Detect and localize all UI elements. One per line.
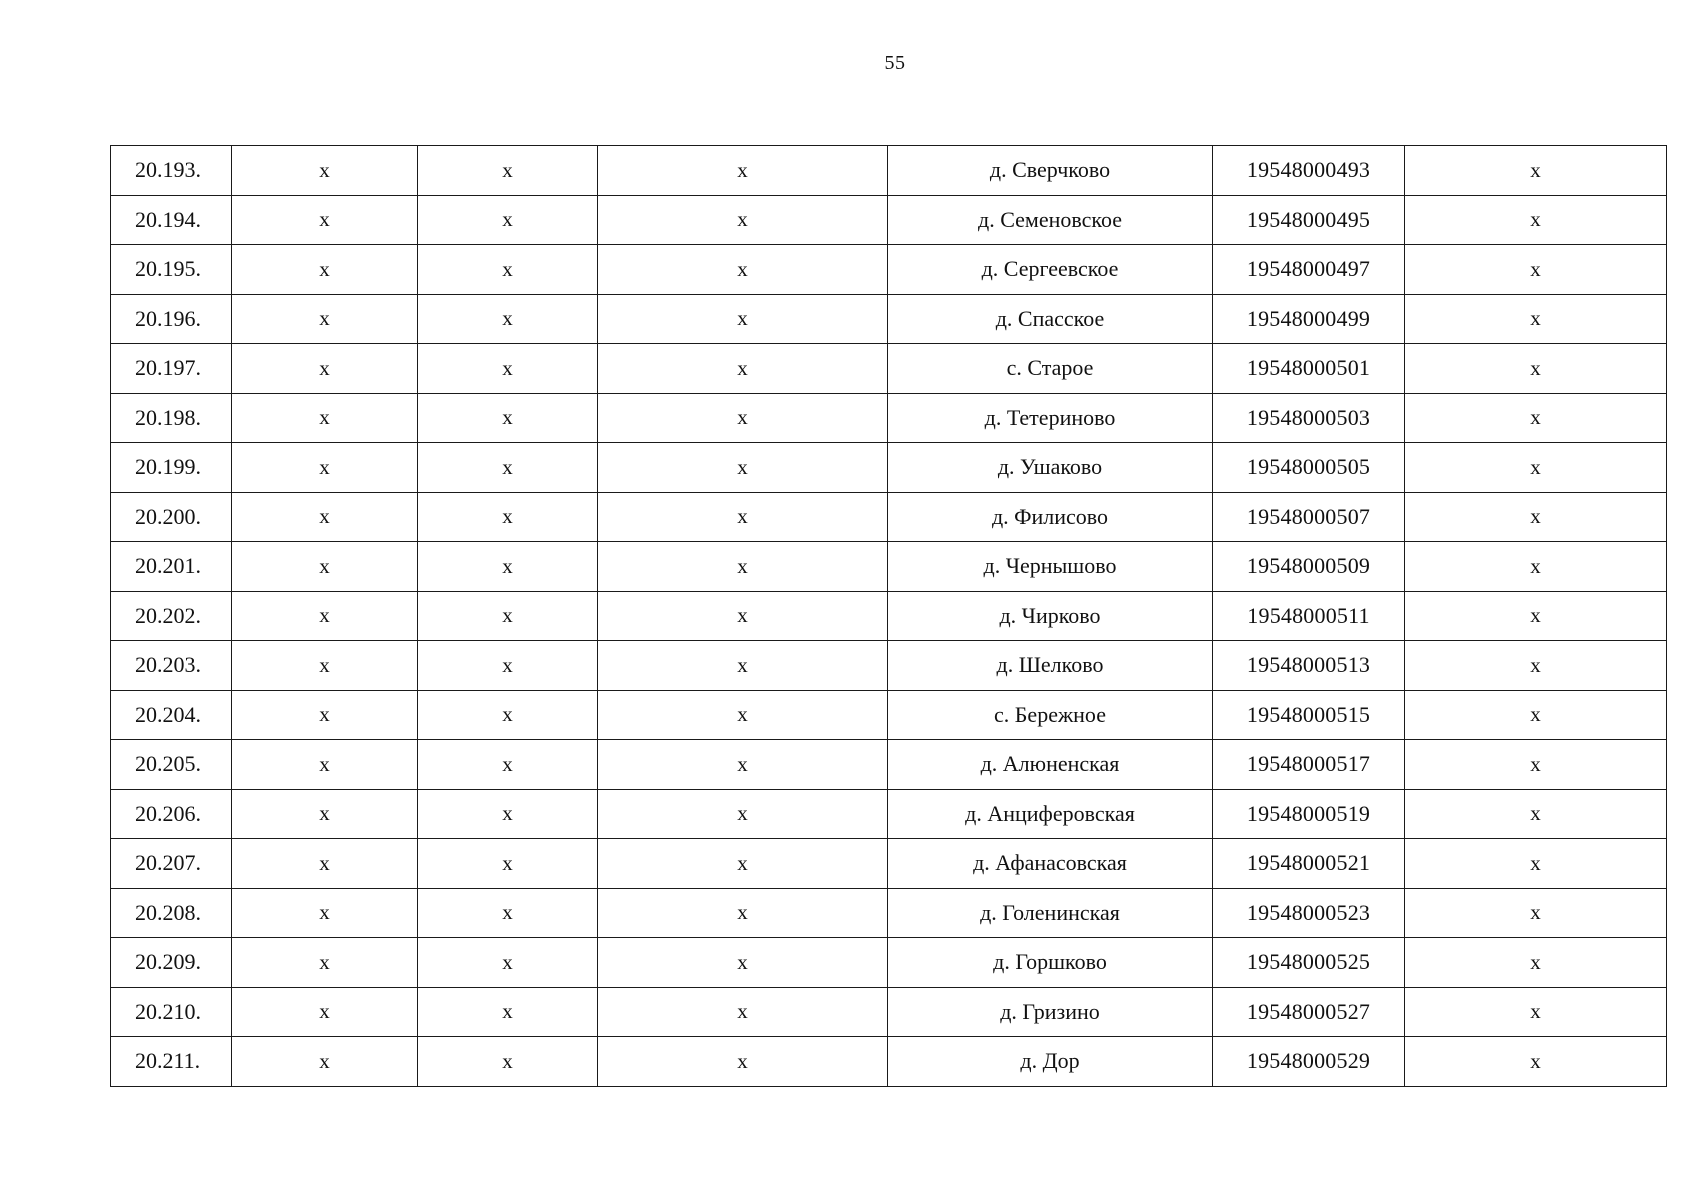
placeholder-cell: x [1405, 1037, 1667, 1087]
placeholder-cell: x [598, 245, 888, 295]
placeholder-cell: x [1405, 146, 1667, 196]
placeholder-cell: x [232, 690, 418, 740]
table-row [111, 195, 1667, 245]
settlement-name-cell: д. Дор [888, 1037, 1213, 1087]
placeholder-cell: x [418, 393, 598, 443]
placeholder-cell: x [232, 443, 418, 493]
placeholder-cell: x [418, 1037, 598, 1087]
placeholder-cell: x [598, 641, 888, 691]
placeholder-cell: x [232, 641, 418, 691]
row-number-cell: 20.208. [111, 888, 232, 938]
row-number-cell: 20.194. [111, 195, 232, 245]
settlement-name-cell: с. Старое [888, 344, 1213, 394]
row-number-cell: 20.204. [111, 690, 232, 740]
placeholder-cell: x [598, 443, 888, 493]
placeholder-cell: x [598, 987, 888, 1037]
placeholder-cell: x [598, 740, 888, 790]
placeholder-cell: x [232, 789, 418, 839]
settlement-name-cell: д. Шелково [888, 641, 1213, 691]
placeholder-cell: x [418, 789, 598, 839]
placeholder-cell: x [1405, 542, 1667, 592]
table-row [111, 393, 1667, 443]
placeholder-cell: x [1405, 740, 1667, 790]
row-number-cell: 20.202. [111, 591, 232, 641]
row-number-cell: 20.195. [111, 245, 232, 295]
row-number-cell: 20.203. [111, 641, 232, 691]
placeholder-cell: x [598, 789, 888, 839]
placeholder-cell: x [418, 245, 598, 295]
placeholder-cell: x [598, 344, 888, 394]
placeholder-cell: x [598, 888, 888, 938]
oktmo-code-cell: 19548000507 [1213, 492, 1405, 542]
table-row [111, 789, 1667, 839]
oktmo-code-cell: 19548000515 [1213, 690, 1405, 740]
settlement-name-cell: д. Афанасовская [888, 839, 1213, 889]
placeholder-cell: x [1405, 443, 1667, 493]
placeholder-cell: x [418, 195, 598, 245]
placeholder-cell: x [418, 740, 598, 790]
table-row [111, 987, 1667, 1037]
placeholder-cell: x [1405, 591, 1667, 641]
placeholder-cell: x [598, 393, 888, 443]
table-row [111, 938, 1667, 988]
placeholder-cell: x [232, 938, 418, 988]
oktmo-code-cell: 19548000501 [1213, 344, 1405, 394]
placeholder-cell: x [232, 591, 418, 641]
oktmo-code-cell: 19548000527 [1213, 987, 1405, 1037]
placeholder-cell: x [1405, 195, 1667, 245]
placeholder-cell: x [232, 987, 418, 1037]
placeholder-cell: x [1405, 492, 1667, 542]
settlement-name-cell: д. Гризино [888, 987, 1213, 1037]
settlement-name-cell: д. Филисово [888, 492, 1213, 542]
placeholder-cell: x [232, 1037, 418, 1087]
table-row [111, 294, 1667, 344]
row-number-cell: 20.197. [111, 344, 232, 394]
placeholder-cell: x [418, 294, 598, 344]
placeholder-cell: x [598, 839, 888, 889]
placeholder-cell: x [598, 690, 888, 740]
row-number-cell: 20.210. [111, 987, 232, 1037]
placeholder-cell: x [598, 938, 888, 988]
placeholder-cell: x [598, 195, 888, 245]
placeholder-cell: x [232, 195, 418, 245]
placeholder-cell: x [1405, 294, 1667, 344]
placeholder-cell: x [1405, 938, 1667, 988]
table-body [111, 146, 1667, 1087]
row-number-cell: 20.206. [111, 789, 232, 839]
oktmo-code-cell: 19548000495 [1213, 195, 1405, 245]
placeholder-cell: x [1405, 839, 1667, 889]
placeholder-cell: x [598, 542, 888, 592]
placeholder-cell: x [1405, 690, 1667, 740]
placeholder-cell: x [418, 888, 598, 938]
placeholder-cell: x [418, 591, 598, 641]
settlement-name-cell: д. Горшково [888, 938, 1213, 988]
placeholder-cell: x [1405, 888, 1667, 938]
oktmo-code-cell: 19548000493 [1213, 146, 1405, 196]
table-row [111, 542, 1667, 592]
settlement-name-cell: д. Сергеевское [888, 245, 1213, 295]
oktmo-code-cell: 19548000525 [1213, 938, 1405, 988]
placeholder-cell: x [418, 492, 598, 542]
table-row [111, 839, 1667, 889]
placeholder-cell: x [232, 492, 418, 542]
placeholder-cell: x [598, 294, 888, 344]
row-number-cell: 20.207. [111, 839, 232, 889]
row-number-cell: 20.211. [111, 1037, 232, 1087]
row-number-cell: 20.193. [111, 146, 232, 196]
oktmo-code-cell: 19548000497 [1213, 245, 1405, 295]
settlement-name-cell: д. Голенинская [888, 888, 1213, 938]
table-row [111, 344, 1667, 394]
settlement-name-cell: с. Бережное [888, 690, 1213, 740]
table-row [111, 1037, 1667, 1087]
oktmo-code-cell: 19548000511 [1213, 591, 1405, 641]
row-number-cell: 20.201. [111, 542, 232, 592]
row-number-cell: 20.200. [111, 492, 232, 542]
table-row [111, 245, 1667, 295]
row-number-cell: 20.205. [111, 740, 232, 790]
placeholder-cell: x [598, 146, 888, 196]
placeholder-cell: x [1405, 245, 1667, 295]
placeholder-cell: x [418, 938, 598, 988]
settlements-table [110, 145, 1667, 1087]
row-number-cell: 20.196. [111, 294, 232, 344]
placeholder-cell: x [598, 492, 888, 542]
oktmo-code-cell: 19548000519 [1213, 789, 1405, 839]
settlement-name-cell: д. Сверчково [888, 146, 1213, 196]
oktmo-code-cell: 19548000517 [1213, 740, 1405, 790]
oktmo-code-cell: 19548000529 [1213, 1037, 1405, 1087]
placeholder-cell: x [232, 839, 418, 889]
table-row [111, 888, 1667, 938]
oktmo-code-cell: 19548000505 [1213, 443, 1405, 493]
settlement-name-cell: д. Семеновское [888, 195, 1213, 245]
table-row [111, 146, 1667, 196]
table-row [111, 443, 1667, 493]
placeholder-cell: x [232, 393, 418, 443]
placeholder-cell: x [418, 690, 598, 740]
settlement-name-cell: д. Спасское [888, 294, 1213, 344]
oktmo-code-cell: 19548000499 [1213, 294, 1405, 344]
placeholder-cell: x [1405, 641, 1667, 691]
placeholder-cell: x [1405, 344, 1667, 394]
oktmo-code-cell: 19548000521 [1213, 839, 1405, 889]
placeholder-cell: x [232, 344, 418, 394]
row-number-cell: 20.198. [111, 393, 232, 443]
placeholder-cell: x [232, 740, 418, 790]
row-number-cell: 20.199. [111, 443, 232, 493]
table-row [111, 492, 1667, 542]
placeholder-cell: x [1405, 789, 1667, 839]
placeholder-cell: x [232, 294, 418, 344]
settlement-name-cell: д. Чирково [888, 591, 1213, 641]
placeholder-cell: x [598, 1037, 888, 1087]
placeholder-cell: x [1405, 393, 1667, 443]
placeholder-cell: x [232, 542, 418, 592]
placeholder-cell: x [418, 542, 598, 592]
placeholder-cell: x [1405, 987, 1667, 1037]
settlement-name-cell: д. Чернышово [888, 542, 1213, 592]
placeholder-cell: x [598, 591, 888, 641]
oktmo-code-cell: 19548000513 [1213, 641, 1405, 691]
settlement-name-cell: д. Тетериново [888, 393, 1213, 443]
placeholder-cell: x [418, 839, 598, 889]
row-number-cell: 20.209. [111, 938, 232, 988]
table-row [111, 740, 1667, 790]
settlement-name-cell: д. Анциферовская [888, 789, 1213, 839]
settlement-name-cell: д. Алюненская [888, 740, 1213, 790]
settlement-name-cell: д. Ушаково [888, 443, 1213, 493]
placeholder-cell: x [418, 344, 598, 394]
oktmo-code-cell: 19548000503 [1213, 393, 1405, 443]
page-number: 55 [884, 52, 906, 74]
table-row [111, 690, 1667, 740]
placeholder-cell: x [232, 245, 418, 295]
placeholder-cell: x [418, 641, 598, 691]
placeholder-cell: x [418, 146, 598, 196]
table-row [111, 591, 1667, 641]
oktmo-code-cell: 19548000509 [1213, 542, 1405, 592]
placeholder-cell: x [418, 987, 598, 1037]
placeholder-cell: x [232, 146, 418, 196]
placeholder-cell: x [418, 443, 598, 493]
placeholder-cell: x [232, 888, 418, 938]
oktmo-code-cell: 19548000523 [1213, 888, 1405, 938]
table-row [111, 641, 1667, 691]
